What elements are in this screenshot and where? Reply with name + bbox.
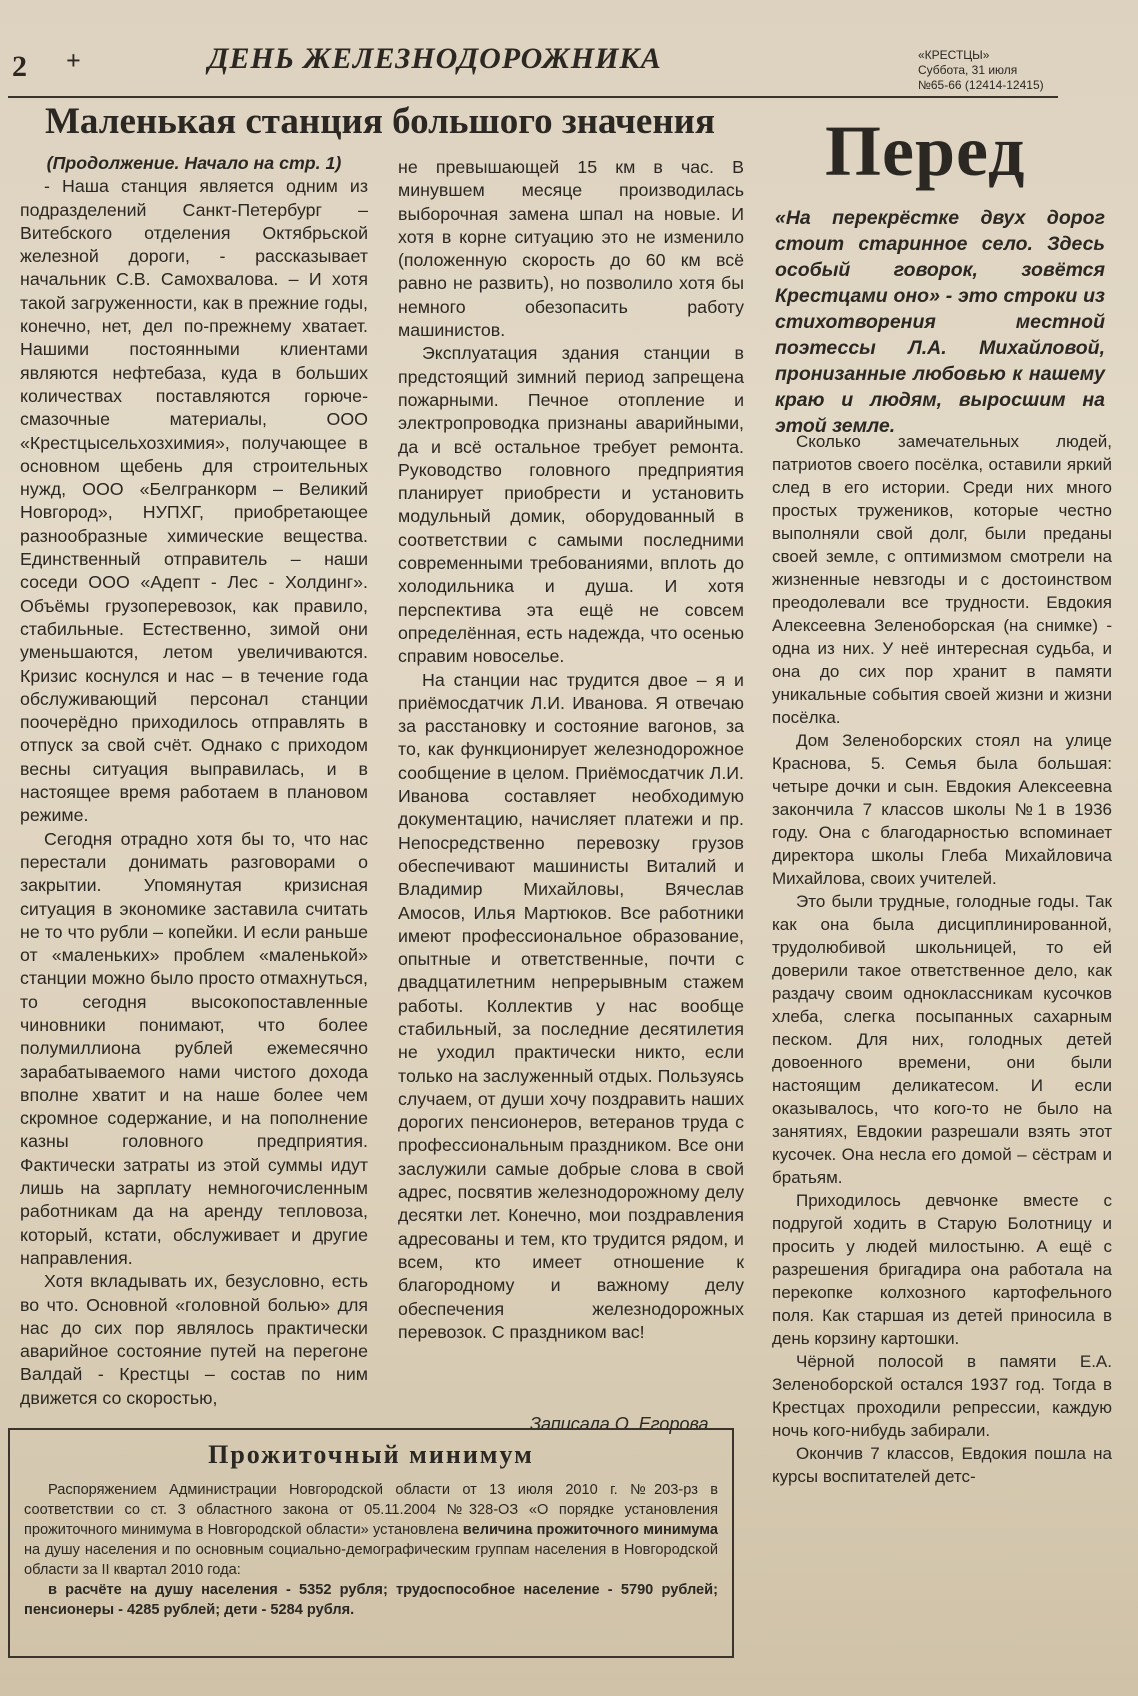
paragraph: Приходилось девчонке вместе с подругой ходить в Старую Болотницу и просить у людей милостыню. А ещё с разрешения бригадира она работала на перекопке колхозного картофельного поля. Как старшая из детей приносила в день корзину картошки. [772,1191,1112,1348]
paragraph: Эксплуатация здания станции в предстоящий зимний период запрещена пожарными. Печное отопление и электропроводка признаны аварийными, да и всё остальное требует ремонта. Руководство головного предприятия планирует приобрести и установить модульный домик, оборудованный в соответствии с самыми последними современными требованиями, вплоть до холодильника и душа. И хотя перспектива эта ещё не совсем определённая, есть надежда, что осенью справим новоселье. [398,343,744,667]
article-signature: Записала О. Егорова [530,1414,709,1434]
page-header [8,40,1058,100]
side-article-column [772,430,1112,1696]
article-headline: Маленькая станция большого значения [45,101,715,142]
continuation-note: (Продолжение. Начало на стр. 1) [46,153,342,173]
masthead-issue: №65-66 (12414-12415) [918,78,1044,92]
section-title: ДЕНЬ ЖЕЛЕЗНОДОРОЖНИКА [208,42,662,75]
paragraph: Чёрной полосой в памяти Е.А. Зеленоборской остался 1937 год. Тогда в Крестцах проходили репрессии, каждую ночь кого-нибудь забирали. [772,1352,1112,1440]
paragraph: На станции нас трудится двое – я и приёмосдатчик Л.И. Иванова. Я отвечаю за расстановку и состояние вагонов, за то, как функционирует железнодорожное сообщение в целом. Приёмосдатчик Л.И. Иванова составляет необходимую документацию, начисляет платежи и пр. Непосредственно перевозку грузов обеспечивают машинисты Виталий и Владимир Михайловы, Вячеслав Амосов, Илья Мартюков. Все работники имеют профессиональное образование, опытные и ответственные, почти с двадцатилетним непрерывным стажем работы. Коллектив у нас вообще стабильный, за последние десятилетия не уходил практически никто, если только на заслуженный отдых. Пользуясь случаем, от души хочу поздравить наших дорогих пенсионеров, ветеранов труда с профессиональным праздником. Все они заслужили самые добрые слова в свой адрес, посвятив железнодорожному делу десятки лет. Конечно, мои поздравления адресованы и тем, кто трудится рядом, и всем, кто имеет отношение к благородному и важному делу обеспечения железнодорожных перевозок. С праздником вас! [398,669,744,1342]
page-number: 2 [12,50,27,83]
masthead-date: Суббота, 31 июля [918,63,1018,77]
paragraph: не превышающей 15 км в час. В минувшем месяце производилась выборочная замена шпал на новые. И хотя в корне ситуацию это не изменило (положенную скорость до 60 км всё равно не развить), но позволило хотя бы немного обезопасить работу машинистов. [398,157,744,341]
section-marker: + [66,46,81,75]
paragraph: Хотя вкладывать их, безусловно, есть во что. Основной «головной болью» для нас до сих пор являлось практически аварийное состояние путей на перегоне Валдай - Крестцы – состав по ним движется со скоростью, [20,1271,368,1408]
paragraph: Дом Зеленоборских стоял на улице Краснова, 5. Семья была большая: четыре дочки и сын. Евдокия Алексеевна закончила 7 классов школы №1 в 1936 году. Она с благодарностью вспоминает директора школы Глеба Михайловича Михайлова, своих учителей. [772,731,1112,888]
paragraph: Сколько замечательных людей, патриотов своего посёлка, оставили яркий след в его истории. Среди них много простых тружеников, которые честно выполняли свой долг, были преданы своей земле, с оптимизмом смотрели на жизненные невзгоды и с достоинством преодолевали все трудности. Евдокия Алексеевна Зеленоборская (на снимке) - одна из них. У неё интересная судьба, и она до сих пор хранит в памяти уникальные события своей жизни и жизни посёлка. [772,432,1112,727]
masthead-name: «КРЕСТЦЫ» [918,48,990,62]
notice-box [8,1428,734,1658]
header-rule [8,96,1058,98]
notice-values: в расчёте на душу населения - 5352 рубля; трудоспособное население - 5790 рублей; пенсионеры - 4285 рублей; дети - 5284 рубля. [24,1582,718,1618]
paragraph: Это были трудные, голодные годы. Так как она была дисциплинированной, трудолюбивой школьницей, то ей доверили такое ответственное дело, как раздачу своим одноклассникам кусочков хлеба, слегка посыпанных сахарным песком. Для них, голодных детей довоенного времени, они были настоящим деликатесом. И если оказывалось, что кого-то не было на занятиях, Евдокии разрешали взять этот кусочек. Она несла его домой – сёстрам и братьям. [772,892,1112,1187]
paragraph: - Наша станция является одним из подразделений Санкт-Петербург – Витебского отделения Октябрьской железной дороги, - рассказывает начальник С.В. Самохвалова. – И хотя такой загруженности, как в прежние годы, конечно, нет, дел по-прежнему хватает. Нашими постоянными клиентами являются нефтебаза, куда в больших количествах поставляются горюче-смазочные материалы, ООО «Крестцысельхозхимия», получающее в основном щебень для строительных нужд, ООО «Белгранкорм – Великий Новгород», НУПХГ, приобретающее разнообразные химические вещества. Единственный отправитель – наши соседи ООО «Адепт - Лес - Холдинг». Объёмы грузоперевозок, как правило, стабильные. Естественно, зимой они уменьшаются, летом увеличиваются. Кризис коснулся и нас – в течение года обслуживающий персонал станции поочерёдно приходилось отправлять в отпуск за свой счёт. Однако с приходом весны ситуация выправилась, и в настоящее время работаем в плановом режиме. [20,176,368,826]
side-article-lead: «На перекрёстке двух дорог стоит старинное село. Здесь особый говорок, зовётся Крестцами оно» - это строки из стихотворения местной поэтессы Л.А. Михайловой, пронизанные любовью к нашему краю и людям, выросшим на этой земле. [775,207,1105,437]
notice-paragraph [24,1480,718,1580]
paragraph: Сегодня отрадно хотя бы то, что нас перестали донимать разговорами о закрытии. Упомянутая кризисная ситуация в экономике заставила считать не то что рубли – копейки. И если раньше от «маленьких» проблем «маленькой» станции можно было просто отмахнуться, то сегодня высокопоставленные чиновники понимают, что более полумиллиона рублей ежемесячно зарабатываемого нами чистого дохода вполне хватит и на наше более чем скромное содержание, и на пополнение казны головного предприятия. Фактически затраты из этой суммы идут лишь на зарплату немногочисленным работникам да на аренду тепловоза, который, кстати, обслуживает и другие направления. [20,828,368,1268]
notice-body [24,1480,718,1620]
notice-text: Распоряжением Администрации Новгородской области от 13 июля 2010 г. №203-рз в соответствии со ст. 3 областного закона от 05.11.2004 №328-ОЗ «О порядке установления прожиточного минимума в Новгородской области» установлена [24,1482,718,1538]
notice-title: Прожиточный минимум [208,1440,534,1469]
paragraph: Окончив 7 классов, Евдокия пошла на курсы воспитателей детс- [772,1444,1112,1486]
article-column-1 [20,152,368,1427]
side-article-headline: Перед [825,111,1026,191]
masthead [918,48,1058,93]
notice-bold: величина прожиточного минимума [462,1522,718,1538]
article-column-2 [398,156,744,1364]
notice-text: на душу населения и по основным социально-демографическим группам населения в Новгородской области за II квартал 2010 года: [24,1542,718,1578]
